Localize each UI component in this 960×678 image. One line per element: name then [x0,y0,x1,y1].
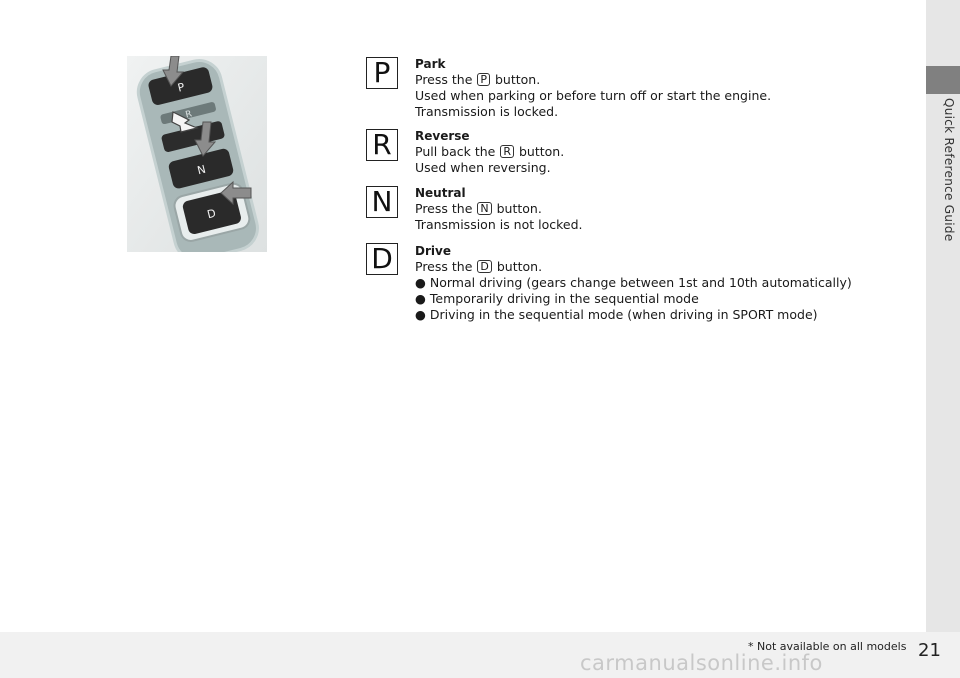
park-section [415,56,771,120]
page-number: 21 [918,640,941,661]
button-label: N [195,162,208,178]
shift-buttons-illustration [127,56,267,252]
neutral-icon: N [366,186,398,218]
neutral-section [415,185,583,233]
sidebar-label: Quick Reference Guide [942,98,956,242]
section-line: Transmission is locked. [415,104,559,119]
section-title: Drive [415,244,451,258]
drive-section [415,243,852,323]
section-line: Press the P button. [415,72,541,87]
section-line: Pull back the R button. [415,144,565,159]
watermark: carmanualsonline.info [580,651,823,675]
section-title: Reverse [415,129,470,143]
footnote: * Not available on all models [748,640,907,653]
bullet-item: ● Normal driving (gears change between 1st and 10th automatically) [415,275,852,290]
reverse-icon: R [366,129,398,161]
sidebar-tab-marker [926,66,960,94]
reverse-section [415,128,564,176]
drive-icon: D [366,243,398,275]
section-line: Transmission is not locked. [415,217,583,232]
section-line: Used when parking or before turn off or start the engine. [415,88,772,103]
button-label: R [184,109,194,121]
section-line: Press the N button. [415,201,542,216]
button-label: P [176,80,186,95]
bullet-item: ● Driving in the sequential mode (when driving in SPORT mode) [415,307,818,322]
section-title: Park [415,57,446,71]
d-key: D [477,260,491,273]
n-key: N [477,202,491,215]
park-icon: P [366,57,398,89]
r-key: R [500,145,514,158]
sidebar [926,0,960,632]
button-label: D [205,206,218,222]
bullet-item: ● Temporarily driving in the sequential mode [415,291,699,306]
section-line: Press the D button. [415,259,543,274]
p-key: P [477,73,490,86]
section-line: Used when reversing. [415,160,551,175]
section-title: Neutral [415,186,466,200]
